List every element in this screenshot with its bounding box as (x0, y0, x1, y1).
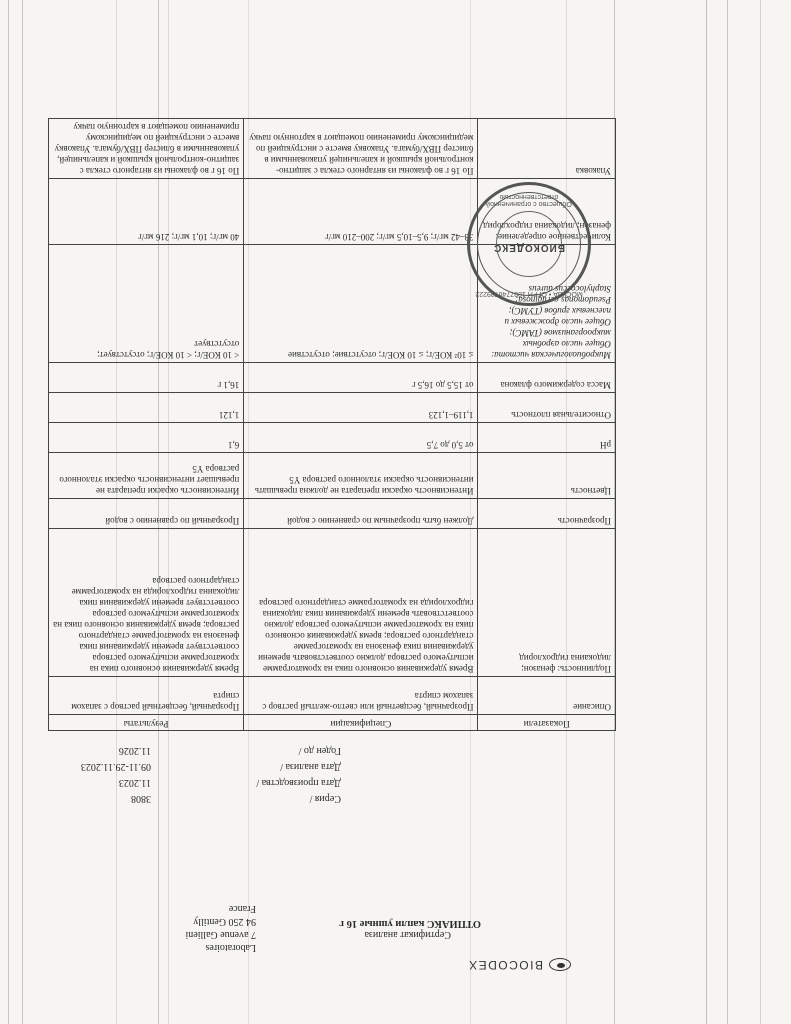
result-cell: 6,1 (49, 423, 244, 453)
parameter-cell: Масса содержимого флакона (478, 363, 616, 393)
production-date-value: 11.2023 (118, 777, 151, 788)
specification-cell: По 16 г во флаконы из янтарного стекла с защитно-контрольной крышкой и капельницей упакованными в блистер ПВХ/бумага. Упаковку вместе с инструкцией по медицинскому применению помещают в картонную пачку (244, 119, 478, 179)
result-cell: По 16 г во флаконы из янтарного стекла с защитно-контрольной крышкой и капельницей, упакованными в блистер ПВХ/бумага. Упаковку вместе с инструкцией по медицинскому применению помещают в картонную пачку (49, 119, 244, 179)
result-cell: 40 мг/г; 10,1 мг/г; 216 мг/г (49, 179, 244, 245)
certificate-label: Сертификат анализа (364, 929, 451, 940)
specification-cell: от 15,5 до 16,5 г (244, 363, 478, 393)
document-title: ОТПИАКС капли ушные 16 г (339, 918, 481, 929)
specification-cell: Время удерживания основного пика на хроматограмме испытуемого раствора должно соответствовать времени удерживания пика феназона на хроматограмме стандартного раствора; время удерживания основного пика на хроматограмме испытуемого раствора должно соответствовать времени удерживания пика лидокаина гидрохлорида на хроматограмме стандартного раствора (244, 529, 478, 677)
parameter-cell: Микробиологическая чистота: Общее число аэробных микроорганизмов (ТАМС); Общее число дрожжевых и плесневых грибов (ТУМС); Pseudomonas aeruginosa; Staphylococcus aureus (478, 245, 616, 363)
result-cell: Время удерживания основного пика на хроматограмме испытуемого раствора соответствует времени удерживания пика феназона на хроматограмме стандартного раствора; время удерживания основного пика на хроматограмме испытуемого раствора соответствует времени удерживания пика лидокаина гидрохлорида на хроматограмме стандартного раствора (49, 529, 244, 677)
analysis-date-value: 09.11-29.11.2023 (80, 761, 151, 772)
parameter-cell: Прозрачность (478, 499, 616, 529)
production-date-label: Дата производства / (256, 777, 341, 788)
table-row (49, 119, 616, 179)
expiry-date-label: Годен до / (298, 745, 341, 756)
stamp-ring-text: МОСКВА • ОГРН 1097746789222 (475, 290, 583, 297)
column-header-parameter: Показатели (478, 715, 616, 731)
company-address (185, 902, 256, 954)
specification-cell: ≤ 10² КОЕ/г; ≤ 10 КОЕ/г; отсутствие; отсутствие (244, 245, 478, 363)
specification-cell: Прозрачный, бесцветный или светло-желтый раствор с запахом спирта (244, 677, 478, 715)
parameter-cell: Количественное определение: феназон; лидокаина гидрохлорид (478, 179, 616, 245)
brand-logo-text: BIOCODEX (467, 958, 543, 972)
table-row (49, 677, 616, 715)
series-label: Серия / (309, 793, 341, 804)
table-row (49, 453, 616, 499)
batch-meta-labels (256, 742, 341, 806)
specification-cell: Должен быть прозрачным по сравнению с водой (244, 499, 478, 529)
table-row (49, 393, 616, 423)
expiry-date-value: 11.2026 (118, 745, 151, 756)
specification-cell: 1,119–1,123 (244, 393, 478, 423)
column-header-specification: Спецификации (244, 715, 478, 731)
result-cell: < 10 КОЕ/г; < 10 КОЕ/г; отсутствует; отсутствует (49, 245, 244, 363)
result-cell: 16,1 г (49, 363, 244, 393)
specification-cell: от 5,0 до 7,5 (244, 423, 478, 453)
result-cell: Интенсивность окраски препарата не превышает интенсивность окраски эталонного раствора Y5 (49, 453, 244, 499)
company-line: 7 avenue Gallieni (185, 929, 256, 940)
company-line: France (228, 903, 256, 914)
biocodex-logo-icon (549, 959, 571, 972)
table-row (49, 363, 616, 393)
company-seal-stamp (467, 182, 591, 306)
company-line: Laboratoires (205, 942, 256, 953)
parameter-cell: Упаковка (478, 119, 616, 179)
company-line: 94 250 Gentilly (193, 916, 256, 927)
parameter-cell: Описание (478, 677, 616, 715)
table-row (49, 529, 616, 677)
specification-cell: Интенсивность окраски препарата не должна превышать интенсивность окраски эталонного раствора Y5 (244, 453, 478, 499)
parameter-cell: Относительная плотность (478, 393, 616, 423)
series-value: 3808 (131, 793, 151, 804)
table-header-row (49, 715, 616, 731)
stamp-center-text: БИОКОДЕКС (493, 242, 565, 253)
result-cell: Прозрачный по сравнению с водой (49, 499, 244, 529)
brand-logo (468, 958, 571, 972)
parameter-cell: Подлинность: феназон; лидокаина гидрохлорид (478, 529, 616, 677)
column-header-result: Результаты (49, 715, 244, 731)
table-row (49, 499, 616, 529)
analysis-date-label: Дата анализа / (280, 761, 341, 772)
result-cell: Прозрачный, бесцветный раствор с запахом спирта (49, 677, 244, 715)
stamp-ring-bottom-text: Общество с ограниченной ответственностью (486, 193, 572, 207)
batch-meta-values (81, 742, 151, 806)
parameter-cell: Цветность (478, 453, 616, 499)
specification-cell: 38–42 мг/г; 9,5–10,5 мг/г; 200–210 мг/г (244, 179, 478, 245)
table-row (49, 423, 616, 453)
result-cell: 1,121 (49, 393, 244, 423)
parameter-cell: pH (478, 423, 616, 453)
